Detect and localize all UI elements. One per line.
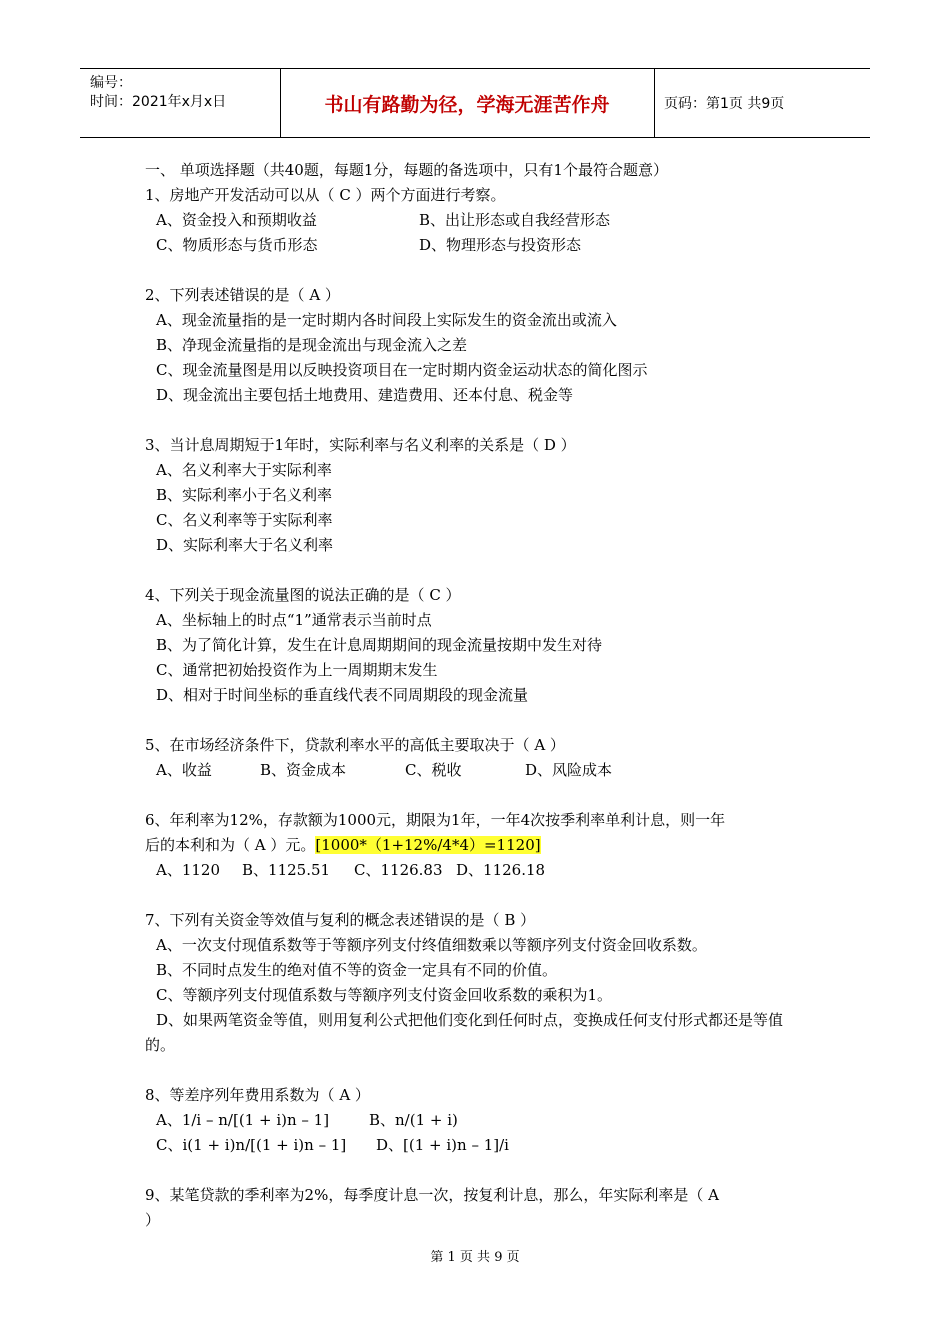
highlighted-formula: [1000*（1+12%/4*4）=1120] (315, 836, 541, 854)
option-b: B、净现金流量指的是现金流出与现金流入之差 (156, 336, 468, 354)
option-c: C、物质形态与货币形态 (156, 236, 318, 254)
number-label: 编号： (90, 75, 132, 91)
option-b: B、实际利率小于名义利率 (156, 486, 333, 504)
question-7-stem: 7、下列有关资金等效值与复利的概念表述错误的是（ B ） (145, 911, 536, 929)
question-6-options (145, 858, 813, 883)
header-meta-cell (80, 69, 281, 137)
option-b: B、资金成本 (260, 761, 347, 779)
option-a: A、收益 (156, 761, 212, 779)
option-c: C、1126.83 (354, 861, 443, 879)
option-a: A、1/i – n/[(1 + i)n – 1] (156, 1111, 330, 1129)
option-d: D、物理形态与投资形态 (419, 236, 582, 254)
option-a: A、现金流量指的是一定时期内各时间段上实际发生的资金流出或流入 (156, 311, 617, 329)
question-6-stem-cont (145, 833, 813, 858)
page-header (80, 68, 870, 138)
option-b: B、出让形态或自我经营形态 (419, 211, 611, 229)
question-8-options-row1 (145, 1108, 813, 1133)
question-5-options (145, 758, 813, 783)
option-b: B、为了简化计算，发生在计息周期期间的现金流量按期中发生对待 (156, 636, 603, 654)
option-d: D、风险成本 (525, 761, 613, 779)
question-9-stem: 9、某笔贷款的季利率为2%，每季度计息一次，按复利计息，那么，年实际利率是（ A (145, 1186, 719, 1204)
option-a: A、坐标轴上的时点“1”通常表示当前时点 (156, 611, 432, 629)
question-8-options-row2 (145, 1133, 813, 1158)
question-content (145, 158, 813, 1233)
option-b: B、n/(1 + i) (369, 1111, 458, 1129)
question-1-stem: 1、房地产开发活动可以从（ C ）两个方面进行考察。 (145, 186, 506, 204)
question-1-options-row2 (145, 233, 813, 258)
question-9-stem-end: ） (145, 1211, 161, 1229)
question-2-stem: 2、下列表述错误的是（ A ） (145, 286, 340, 304)
question-6-stem-text: 后的本利和为（ A ）元。 (145, 836, 316, 854)
question-8-stem: 8、等差序列年费用系数为（ A ） (145, 1086, 370, 1104)
time-label: 时间：2021年x月x日 (90, 94, 227, 110)
option-d: D、现金流出主要包括土地费用、建造费用、还本付息、税金等 (156, 386, 574, 404)
option-c: C、i(1 + i)n/[(1 + i)n – 1] (156, 1136, 347, 1154)
option-c: C、税收 (405, 761, 462, 779)
option-d: D、实际利率大于名义利率 (156, 536, 334, 554)
option-c: C、等额序列支付现值系数与等额序列支付资金回收系数的乘积为1。 (156, 986, 613, 1004)
option-a: A、资金投入和预期收益 (156, 211, 317, 229)
option-d: D、1126.18 (456, 861, 546, 879)
question-1-options-row1 (145, 208, 813, 233)
page-footer: 第 1 页 共 9 页 (430, 1250, 520, 1265)
option-a: A、名义利率大于实际利率 (156, 461, 332, 479)
option-b: B、不同时点发生的绝对值不等的资金一定具有不同的价值。 (156, 961, 558, 979)
option-c: C、现金流量图是用以反映投资项目在一定时期内资金运动状态的简化图示 (156, 361, 648, 379)
motto: 书山有路勤为径，学海无涯苦作舟 (280, 69, 655, 137)
option-d: D、[(1 + i)n – 1]/i (376, 1136, 509, 1154)
option-a: A、一次支付现值系数等于等额序列支付终值细数乘以等额序列支付资金回收系数。 (156, 936, 707, 954)
question-4-stem: 4、下列关于现金流量图的说法正确的是（ C ） (145, 586, 461, 604)
option-c: C、名义利率等于实际利率 (156, 511, 333, 529)
section-title: 一、 单项选择题（共40题，每题1分，每题的备选项中，只有1个最符合题意） (145, 161, 668, 179)
option-b: B、1125.51 (242, 861, 331, 879)
page-info: 页码：第1页 共9页 (664, 96, 785, 112)
question-5-stem: 5、在市场经济条件下，贷款利率水平的高低主要取决于（ A ） (145, 736, 565, 754)
option-d: D、如果两笔资金等值，则用复利公式把他们变化到任何时点，变换成任何支付形式都还是等值的。 (145, 1011, 784, 1054)
option-a: A、1120 (156, 861, 221, 879)
option-c: C、通常把初始投资作为上一周期期末发生 (156, 661, 438, 679)
question-3-stem: 3、当计息周期短于1年时，实际利率与名义利率的关系是（ D ） (145, 436, 576, 454)
option-d: D、相对于时间坐标的垂直线代表不同周期段的现金流量 (156, 686, 529, 704)
question-6-stem: 6、年利率为12%，存款额为1000元，期限为1年，一年4次按季利率单利计息，则一年 (145, 811, 726, 829)
